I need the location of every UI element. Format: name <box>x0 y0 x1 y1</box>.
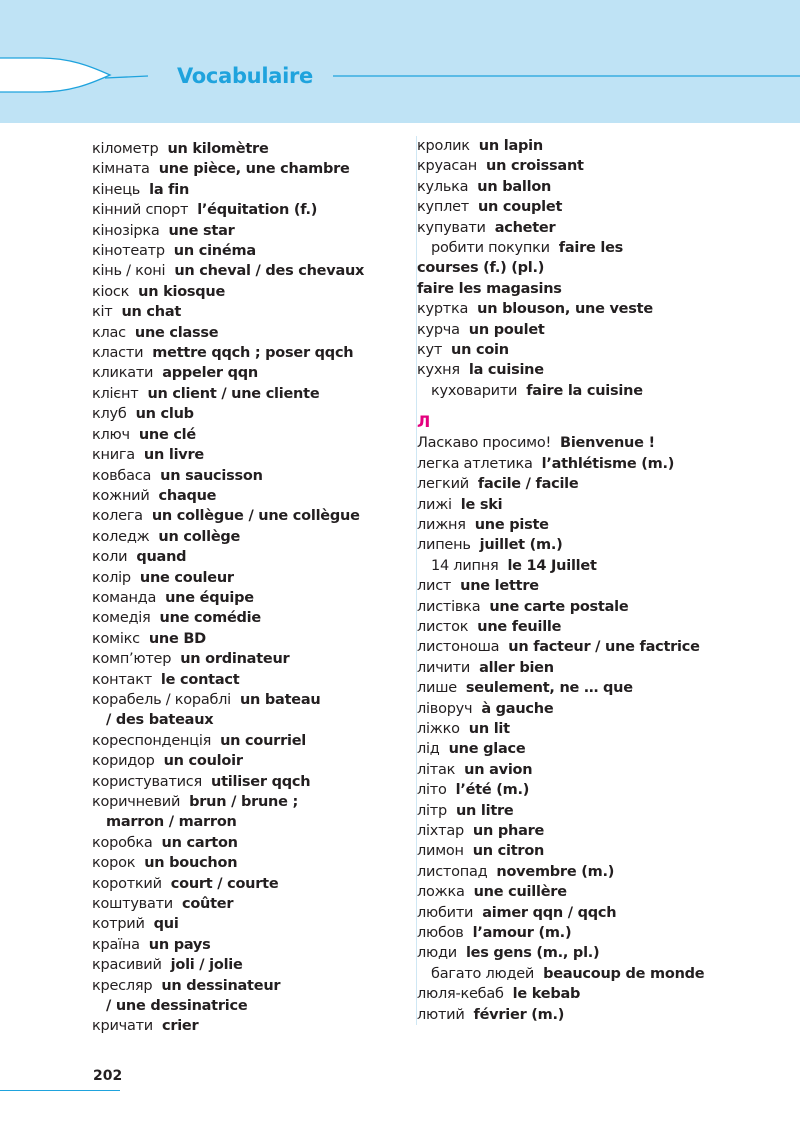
ukrainian-word: ключ <box>92 426 130 443</box>
french-translation: un cinéma <box>173 243 256 260</box>
vocab-entry <box>92 833 404 853</box>
ukrainian-word: кут <box>417 342 443 359</box>
ukrainian-word: 14 липня <box>431 557 499 574</box>
vocab-entry <box>417 617 800 637</box>
french-translation: les gens (m., pl.) <box>465 945 600 962</box>
vocab-entry <box>92 159 404 179</box>
french-translation: marron / marron <box>106 814 237 831</box>
page-title: Vocabulaire <box>177 64 313 88</box>
french-translation: une feuille <box>477 618 562 635</box>
vocab-entry <box>417 678 800 698</box>
vocab-entry <box>417 984 800 1004</box>
ukrainian-word: листівка <box>417 598 481 615</box>
ukrainian-word: любов <box>417 925 464 942</box>
ukrainian-word: коледж <box>92 528 150 545</box>
ukrainian-word: літо <box>417 782 447 799</box>
french-translation: une carte postale <box>489 598 629 615</box>
ukrainian-word: кролик <box>417 138 470 154</box>
ukrainian-word: кожний <box>92 487 150 504</box>
french-translation: un coin <box>451 342 509 359</box>
french-translation: crier <box>161 1018 199 1035</box>
french-translation: courses (f.) (pl.) <box>417 260 545 277</box>
ukrainian-word: кореспонденція <box>92 732 212 749</box>
ukrainian-word: коли <box>92 549 128 566</box>
french-translation: un avion <box>464 761 533 778</box>
ukrainian-word: корок <box>92 855 136 872</box>
vocab-entry <box>417 340 800 360</box>
ukrainian-word: куплет <box>417 199 469 216</box>
vocab-entry <box>417 238 800 258</box>
french-translation: un lapin <box>478 138 543 154</box>
ukrainian-word: кінозірка <box>92 222 160 239</box>
ukrainian-word: комп’ютер <box>92 651 172 668</box>
vocab-entry <box>417 903 800 923</box>
ukrainian-word: колега <box>92 508 143 525</box>
ukrainian-word: липень <box>417 537 471 554</box>
ukrainian-word: Ласкаво просимо! <box>417 435 552 452</box>
vocab-entry <box>417 882 800 902</box>
french-translation: joli / jolie <box>170 957 243 974</box>
french-translation: un bouchon <box>144 855 238 872</box>
vocabulary-column-left <box>92 139 404 1037</box>
ukrainian-word: купувати <box>417 219 486 236</box>
vocab-entry <box>92 323 404 343</box>
french-translation: une comédie <box>159 610 261 627</box>
vocab-entry <box>417 943 800 963</box>
ukrainian-word: ложка <box>417 884 465 901</box>
french-translation: acheter <box>494 219 556 236</box>
vocab-entry <box>417 360 800 380</box>
french-translation: un citron <box>472 843 545 860</box>
french-translation: un bateau <box>239 691 321 708</box>
ukrainian-word: контакт <box>92 671 152 688</box>
french-translation: un couloir <box>163 753 243 770</box>
vocab-entry <box>417 739 800 759</box>
vocab-entry <box>92 914 404 934</box>
vocab-entry <box>92 568 404 588</box>
ukrainian-word: курча <box>417 321 460 338</box>
french-translation: un saucisson <box>160 467 263 484</box>
french-translation: Bienvenue ! <box>560 435 655 452</box>
ukrainian-word: короткий <box>92 875 162 892</box>
ukrainian-word: куртка <box>417 301 469 318</box>
vocab-entry <box>92 547 404 567</box>
french-translation: un carton <box>161 834 238 851</box>
vocab-entry <box>417 197 800 217</box>
french-translation: court / courte <box>170 875 279 892</box>
french-translation: l’amour (m.) <box>472 925 572 942</box>
french-translation: faire la cuisine <box>526 382 643 399</box>
vocab-entry <box>417 637 800 657</box>
french-translation: un kilomètre <box>167 141 269 157</box>
ukrainian-word: легкий <box>417 476 469 493</box>
vocab-entry <box>92 731 404 751</box>
french-translation: une BD <box>148 630 206 647</box>
french-translation: une glace <box>448 741 526 758</box>
ukrainian-word: кресляр <box>92 977 153 994</box>
ukrainian-word: куховарити <box>431 382 518 399</box>
french-translation: un lit <box>468 720 510 737</box>
ukrainian-word: лимон <box>417 843 464 860</box>
ukrainian-word: листок <box>417 618 469 635</box>
french-translation: mettre qqch ; poser qqch <box>152 345 354 362</box>
ukrainian-word: легка атлетика <box>417 455 533 472</box>
french-translation: le ski <box>460 496 503 513</box>
vocab-entry <box>92 649 404 669</box>
french-translation: la cuisine <box>468 362 544 379</box>
ukrainian-word: лижня <box>417 516 466 533</box>
vocab-entry <box>92 894 404 914</box>
ukrainian-word: кінотеатр <box>92 243 165 260</box>
french-translation: un chat <box>121 304 182 321</box>
vocab-entry <box>92 425 404 445</box>
ukrainian-word: кімната <box>92 161 150 178</box>
french-translation: un cheval / des chevaux <box>174 263 365 280</box>
ukrainian-word: личити <box>417 659 471 676</box>
ukrainian-word: кликати <box>92 365 154 382</box>
vocab-entry <box>417 576 800 596</box>
ukrainian-word: коричневий <box>92 794 181 810</box>
vocab-entry <box>417 381 800 401</box>
ukrainian-word: кінь / коні <box>92 263 166 280</box>
vocab-entry <box>92 935 404 955</box>
french-translation: le 14 Juillet <box>507 557 597 574</box>
french-translation: un collègue / une collègue <box>151 508 360 525</box>
vocab-entry <box>417 258 800 278</box>
vocab-entry <box>92 588 404 608</box>
ukrainian-word: кухня <box>417 362 460 379</box>
french-translation: un ballon <box>477 178 552 195</box>
vocab-entry <box>417 454 800 474</box>
french-translation: une pièce, une chambre <box>158 161 350 178</box>
ukrainian-word: круасан <box>417 158 478 175</box>
vocab-entry <box>92 690 404 710</box>
ukrainian-word: багато людей <box>431 965 535 982</box>
vocab-entry <box>92 384 404 404</box>
ukrainian-word: кулька <box>417 178 469 195</box>
ukrainian-word: кінний спорт <box>92 202 189 219</box>
vocab-entry <box>92 751 404 771</box>
ukrainian-word: лист <box>417 578 452 595</box>
french-translation: un blouson, une veste <box>477 301 653 318</box>
ukrainian-word: класти <box>92 345 144 362</box>
french-translation: un couplet <box>477 199 563 216</box>
vocab-entry <box>417 474 800 494</box>
vocab-entry <box>92 792 404 812</box>
french-translation: un dessinateur <box>161 977 281 994</box>
ukrainian-word: кінець <box>92 181 141 198</box>
vocab-entry <box>92 629 404 649</box>
ukrainian-word: ліворуч <box>417 700 473 717</box>
french-translation: février (m.) <box>473 1006 565 1023</box>
header-decoration <box>0 0 800 123</box>
vocab-entry <box>417 760 800 780</box>
ukrainian-word: ковбаса <box>92 467 152 484</box>
vocab-entry <box>417 218 800 238</box>
french-translation: aimer qqn / qqch <box>482 904 617 921</box>
ukrainian-word: кілометр <box>92 141 159 157</box>
vocab-entry <box>92 404 404 424</box>
french-translation: une cuillère <box>473 884 567 901</box>
ukrainian-word: кіт <box>92 304 113 321</box>
french-translation: une classe <box>134 324 219 341</box>
ukrainian-word: листоноша <box>417 639 500 656</box>
french-translation: brun / brune ; <box>189 794 299 810</box>
ukrainian-word: коробка <box>92 834 153 851</box>
french-translation: / une dessinatrice <box>106 998 248 1015</box>
french-translation: l’athlétisme (m.) <box>541 455 675 472</box>
french-translation: l’équitation (f.) <box>197 202 318 219</box>
ukrainian-word: листопад <box>417 863 488 880</box>
ukrainian-word: люля-кебаб <box>417 986 504 1003</box>
vocab-entry <box>417 719 800 739</box>
header-band <box>0 0 800 123</box>
section-letter: Л <box>417 412 431 432</box>
vocab-entry <box>417 156 800 176</box>
vocab-entry <box>92 853 404 873</box>
french-translation: aller bien <box>479 659 554 676</box>
ukrainian-word: корабель / кораблі <box>92 691 231 708</box>
vocab-entry <box>92 261 404 281</box>
ukrainian-word: коридор <box>92 753 155 770</box>
vocab-entry <box>417 556 800 576</box>
vocab-entry <box>92 812 404 832</box>
ukrainian-word: клуб <box>92 406 127 423</box>
vocab-entry <box>92 874 404 894</box>
ukrainian-word: команда <box>92 589 157 606</box>
french-translation: seulement, ne … que <box>465 680 633 697</box>
french-translation: un pays <box>148 936 211 953</box>
ukrainian-word: користуватися <box>92 773 203 790</box>
vocab-entry <box>417 964 800 984</box>
french-translation: un poulet <box>468 321 545 338</box>
french-translation: à gauche <box>481 700 554 717</box>
french-translation: un courriel <box>220 732 307 749</box>
vocab-entry <box>417 923 800 943</box>
vocab-entry <box>417 279 800 299</box>
vocab-entry <box>417 320 800 340</box>
ukrainian-word: лютий <box>417 1006 465 1023</box>
vocab-entry <box>92 976 404 996</box>
french-translation: chaque <box>158 487 217 504</box>
french-translation: / des bateaux <box>106 712 214 729</box>
vocab-entry <box>417 535 800 555</box>
vocab-entry <box>92 772 404 792</box>
ukrainian-word: коштувати <box>92 896 173 913</box>
vocab-entry <box>417 597 800 617</box>
vocab-entry <box>92 486 404 506</box>
french-translation: un facteur / une factrice <box>508 639 700 656</box>
vocab-entry <box>417 841 800 861</box>
french-translation: appeler qqn <box>162 365 258 382</box>
vocab-entry <box>92 466 404 486</box>
vocab-entry <box>92 241 404 261</box>
french-translation: un client / une cliente <box>147 385 320 402</box>
ukrainian-word: котрий <box>92 916 145 933</box>
ukrainian-word: ліжко <box>417 720 460 737</box>
vocab-entry <box>92 996 404 1016</box>
vocab-entry <box>92 302 404 322</box>
ukrainian-word: лише <box>417 680 457 697</box>
vocab-entry <box>417 495 800 515</box>
ukrainian-word: країна <box>92 936 140 953</box>
vocab-entry <box>92 506 404 526</box>
vocab-entry <box>92 343 404 363</box>
french-translation: beaucoup de monde <box>543 965 705 982</box>
french-translation: utiliser qqch <box>211 773 311 790</box>
french-translation: une équipe <box>165 589 254 606</box>
vocab-entry <box>417 821 800 841</box>
vocab-entry <box>92 139 404 159</box>
french-translation: la fin <box>149 181 190 198</box>
ukrainian-word: любити <box>417 904 474 921</box>
vocab-entry <box>417 433 800 453</box>
ukrainian-word: літак <box>417 761 456 778</box>
french-translation: qui <box>153 916 179 933</box>
french-translation: le contact <box>160 671 240 688</box>
vocab-entry <box>417 658 800 678</box>
french-translation: le kebab <box>512 986 581 1003</box>
french-translation: une piste <box>474 516 549 533</box>
vocab-entry <box>417 862 800 882</box>
ukrainian-word: комедія <box>92 610 151 627</box>
ukrainian-word: красивий <box>92 957 162 974</box>
french-translation: un ordinateur <box>180 651 290 668</box>
ukrainian-word: літр <box>417 802 447 819</box>
french-translation: l’été (m.) <box>455 782 530 799</box>
french-translation: une couleur <box>139 569 234 586</box>
french-translation: quand <box>136 549 187 566</box>
vocab-entry <box>417 801 800 821</box>
french-translation: facile / facile <box>477 476 579 493</box>
vocab-entry <box>92 608 404 628</box>
ukrainian-word: клієнт <box>92 385 139 402</box>
ukrainian-word: робити покупки <box>431 240 550 257</box>
vocab-entry <box>92 445 404 465</box>
page-number: 202 <box>93 1068 123 1084</box>
french-translation: une clé <box>138 426 196 443</box>
french-translation: novembre (m.) <box>496 863 615 880</box>
french-translation: juillet (m.) <box>479 537 563 554</box>
ukrainian-word: кричати <box>92 1018 153 1035</box>
vocab-entry <box>417 177 800 197</box>
vocab-entry <box>417 136 800 156</box>
french-translation: faire les <box>558 240 624 257</box>
ukrainian-word: лижі <box>417 496 452 513</box>
ukrainian-word: лід <box>417 741 440 758</box>
french-translation: faire les magasins <box>417 280 562 297</box>
french-translation: un collège <box>158 528 241 545</box>
vocab-entry <box>92 221 404 241</box>
french-translation: une star <box>168 222 235 239</box>
french-translation: un phare <box>472 823 545 839</box>
vocab-entry <box>92 200 404 220</box>
footer-rule <box>0 1090 120 1091</box>
ukrainian-word: колір <box>92 569 131 586</box>
vocab-entry <box>92 955 404 975</box>
vocab-entry <box>92 527 404 547</box>
french-translation: un croissant <box>486 158 584 175</box>
vocab-entry <box>92 363 404 383</box>
french-translation: un kiosque <box>138 283 226 300</box>
vocab-entry <box>417 515 800 535</box>
vocab-entry <box>92 180 404 200</box>
vocab-entry <box>417 299 800 319</box>
ukrainian-word: кіоск <box>92 283 130 300</box>
ukrainian-word: комікс <box>92 630 140 647</box>
vocab-entry <box>417 1005 800 1025</box>
vocabulary-column-right <box>416 136 800 1025</box>
vocab-entry <box>92 282 404 302</box>
french-translation: un litre <box>455 802 514 819</box>
ukrainian-word: клас <box>92 324 126 341</box>
french-translation: un club <box>135 406 194 423</box>
french-translation: coûter <box>181 896 234 913</box>
vocab-entry <box>417 699 800 719</box>
ukrainian-word: книга <box>92 447 135 464</box>
ukrainian-word: люди <box>417 945 457 962</box>
ukrainian-word: ліхтар <box>417 823 464 839</box>
french-translation: un livre <box>143 447 204 464</box>
french-translation: une lettre <box>460 578 539 595</box>
vocab-entry <box>92 670 404 690</box>
vocab-entry <box>92 1016 404 1036</box>
vocab-entry <box>92 710 404 730</box>
vocab-entry <box>417 780 800 800</box>
